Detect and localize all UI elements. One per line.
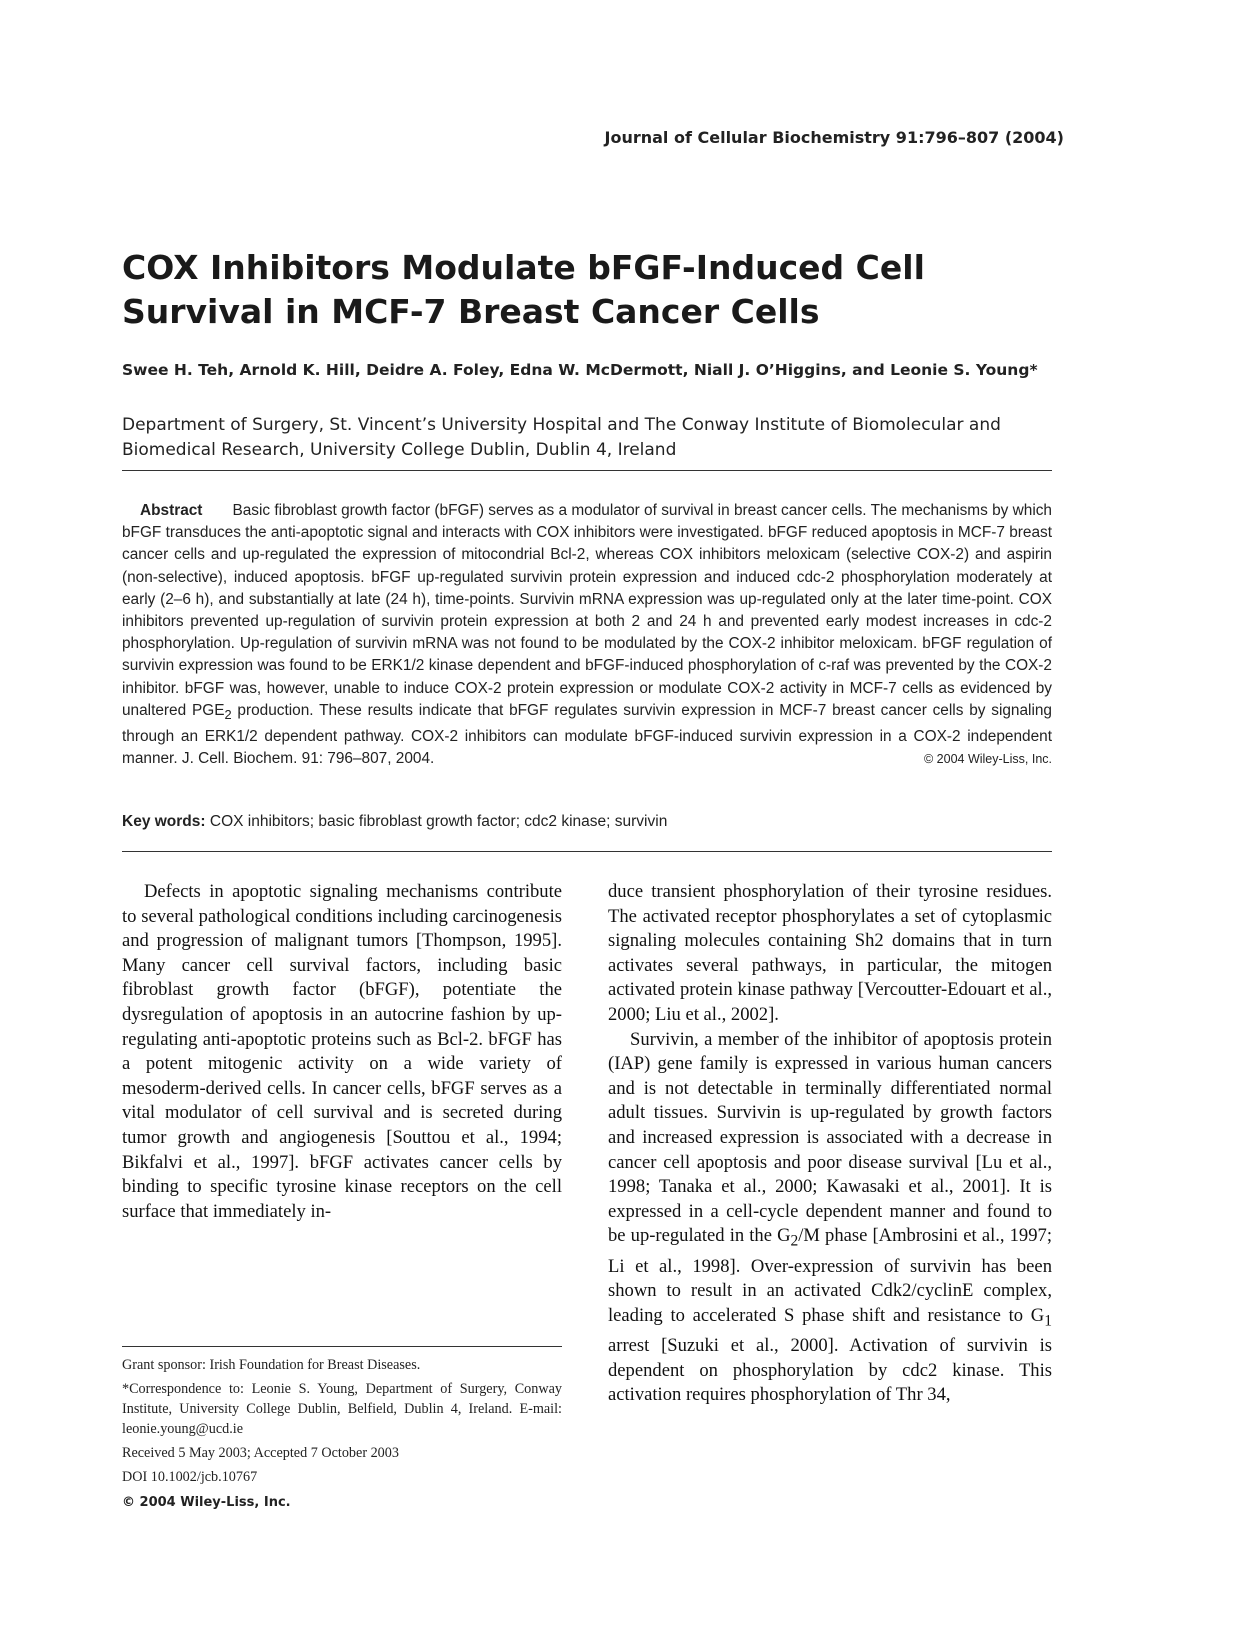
abstract-text-2: production. These results indicate that bFGF regulates survivin expression in MCF-7 breast cancer cells by signaling through an ERK1/2 dependent pathway. COX-2 inhibitors can modulate bFGF-induced survivin expression in a COX-2 independent manner. J. Cell. Biochem. 91: 796–807, 2004. bbox=[122, 701, 1052, 768]
doi: DOI 10.1002/jcb.10767 bbox=[122, 1469, 258, 1485]
abstract-copyright: © 2004 Wiley-Liss, Inc. bbox=[923, 752, 1052, 767]
pge-subscript: 2 bbox=[224, 706, 232, 722]
top-divider bbox=[122, 470, 1052, 471]
author-list: Swee H. Teh, Arnold K. Hill, Deidre A. Foley, Edna W. McDermott, Niall J. O’Higgins, and Leonie S. Young* bbox=[122, 361, 1038, 379]
body-paragraph bbox=[608, 1028, 1052, 1408]
body-paragraph: Defects in apoptotic signaling mechanisms contribute to several pathological conditions including carcinogenesis and progression of malignant tumors [Thompson, 1995]. Many cancer cell survival factors, including basic fibroblast growth factor (bFGF), potentiate the dysregulation of apoptosis in an autocrine fashion by up-regulating anti-apoptotic proteins such as Bcl-2. bFGF has a potent mitogenic activity on a wide variety of mesoderm-derived cells. In cancer cells, bFGF serves as a vital modulator of cell survival and is secreted during tumor growth and angiogenesis [Souttou et al., 1994; Bikfalvi et al., 1997]. bFGF activates cancer cells by binding to specific tyrosine kinase receptors on the cell surface that immediately in- bbox=[122, 881, 562, 1222]
bottom-divider bbox=[122, 851, 1052, 852]
affiliation: Department of Surgery, St. Vincent’s University Hospital and The Conway Institute of Biomolecular and Biomedical Research, University College Dublin, Dublin 4, Ireland bbox=[122, 415, 1001, 460]
grant-sponsor: Grant sponsor: Irish Foundation for Breast Diseases. bbox=[122, 1357, 421, 1373]
g2-subscript: 2 bbox=[790, 1233, 799, 1251]
footnote-divider bbox=[122, 1346, 562, 1347]
abstract-label: Abstract bbox=[140, 502, 203, 519]
body-text: /M phase [Ambrosini et al., 1997; Li et al., 1998]. Over-expression of survivin has been shown to result in an activated Cdk2/cyclinE complex, leading to accelerated S phase shift and resistance to G bbox=[608, 1225, 1052, 1326]
correspondence: *Correspondence to: Leonie S. Young, Department of Surgery, Conway Institute, University College Dublin, Belfield, Dublin 4, Ireland. E-mail: leonie.young@ucd.ie bbox=[122, 1381, 562, 1437]
footnote-copyright: © 2004 Wiley-Liss, Inc. bbox=[122, 1495, 291, 1510]
abstract bbox=[122, 500, 1052, 771]
keywords-label: Key words: bbox=[122, 813, 206, 830]
keywords-text: COX inhibitors; basic fibroblast growth factor; cdc2 kinase; survivin bbox=[209, 813, 668, 830]
keywords bbox=[122, 813, 1052, 831]
body-right-column bbox=[608, 880, 1052, 1408]
body-paragraph: duce transient phosphorylation of their tyrosine residues. The activated receptor phosphorylates a set of cytoplasmic signaling molecules containing Sh2 domains that in turn activates several pathways, in particular, the mitogen activated protein kinase pathway [Vercoutter-Edouart et al., 2000; Liu et al., 2002]. bbox=[608, 881, 1052, 1025]
footnotes bbox=[122, 1355, 562, 1517]
article-title: COX Inhibitors Modulate bFGF-Induced Cell Survival in MCF-7 Breast Cancer Cells bbox=[122, 248, 925, 331]
body-text: arrest [Suzuki et al., 2000]. Activation of survivin is dependent on phosphorylation by cdc2 kinase. This activation requires phosphorylation of Thr 34, bbox=[608, 1335, 1052, 1406]
abstract-text-1: Basic fibroblast growth factor (bFGF) serves as a modulator of survival in breast cancer cells. The mechanisms by which bFGF transduces the anti-apoptotic signal and interacts with COX inhibitors were investigated. bFGF reduced apoptosis in MCF-7 breast cancer cells and up-regulated the expression of mitocondrial Bcl-2, whereas COX inhibitors meloxicam (selective COX-2) and aspirin (non-selective), induced apoptosis. bFGF up-regulated survivin protein expression and induced cdc-2 phosphorylation moderately at early (2–6 h), and substantially at late (24 h), time-points. Survivin mRNA expression was up-regulated only at the later time-point. COX inhibitors prevented up-regulation of survivin protein expression at both 2 and 24 h and prevented early modest increases in cdc-2 phosphorylation. Up-regulation of survivin mRNA was not found to be modulated by the COX-2 inhibitor meloxicam. bFGF regulation of survivin expression was found to be ERK1/2 kinase dependent and bFGF-induced phosphorylation of c-raf was prevented by the COX-2 inhibitor. bFGF was, however, unable to induce COX-2 protein expression or modulate COX-2 activity in MCF-7 cells as evidenced by unaltered PGE bbox=[122, 502, 1052, 719]
journal-citation: Journal of Cellular Biochemistry 91:796–807 (2004) bbox=[604, 128, 1064, 147]
received-date: Received 5 May 2003; Accepted 7 October 2003 bbox=[122, 1445, 399, 1461]
g1-subscript: 1 bbox=[1044, 1312, 1052, 1330]
body-left-column bbox=[122, 880, 562, 1224]
body-text: Survivin, a member of the inhibitor of apoptosis protein (IAP) gene family is expressed in various human cancers and is not detectable in terminally differentiated normal adult tissues. Survivin is up-regulated by growth factors and increased expression is associated with a decrease in cancer cell apoptosis and poor disease survival [Lu et al., 1998; Tanaka et al., 2000; Kawasaki et al., 2001]. It is expressed in a cell-cycle dependent manner and found to be up-regulated in the G bbox=[608, 1028, 1052, 1247]
